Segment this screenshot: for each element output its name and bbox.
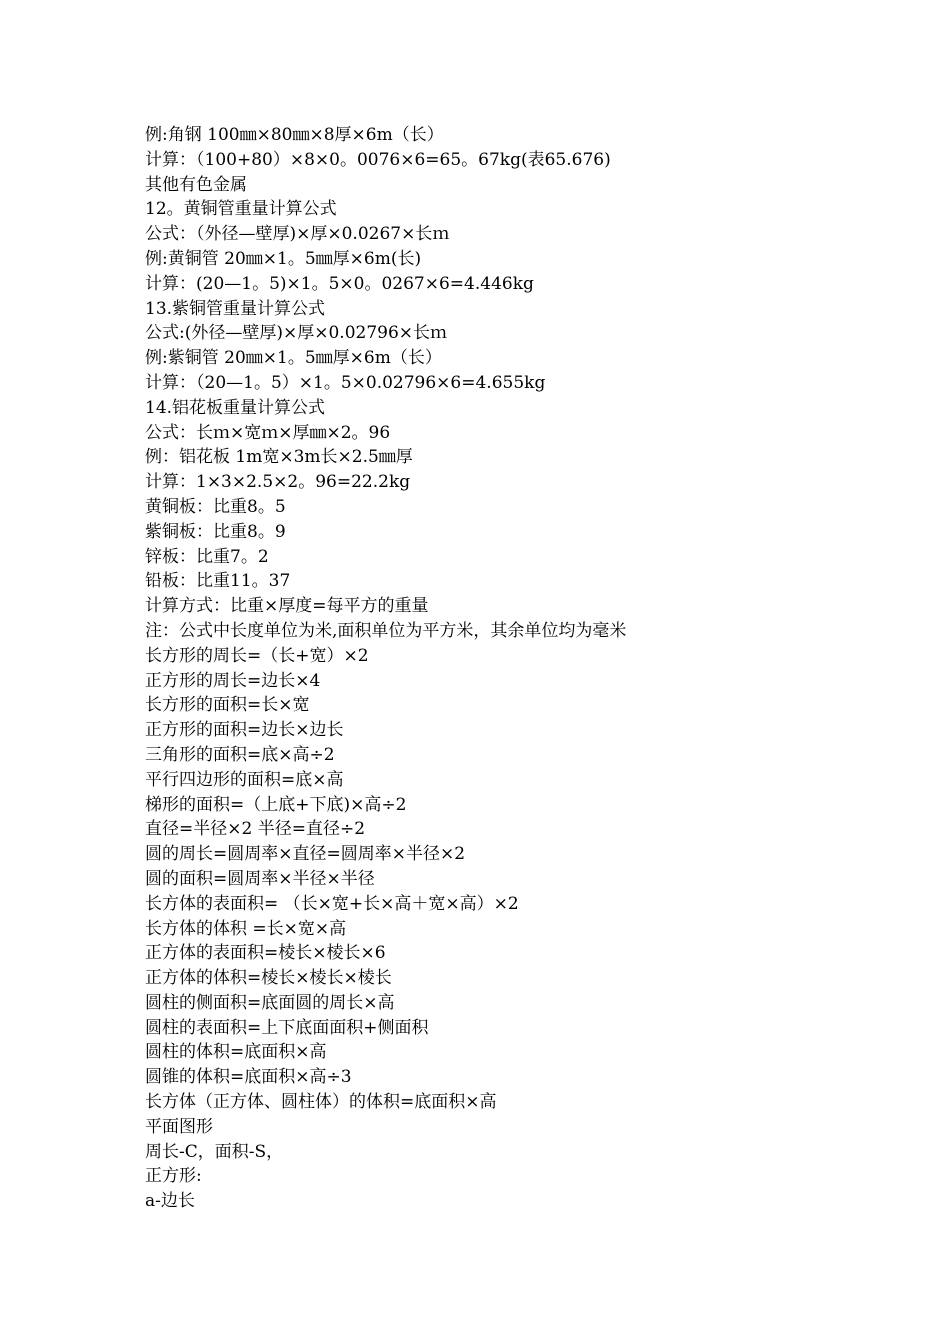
calculation-line: 计算方式：比重×厚度=每平方的重量	[145, 596, 429, 617]
document-body	[145, 123, 905, 1214]
calculation-line: 计算：（20—1。5）×1。5×0.02796×6=4.655kg	[145, 372, 546, 393]
formula-line: 直径=半径×2 半径=直径÷2	[145, 819, 366, 840]
text-line: a-边长	[145, 1191, 195, 1212]
section-heading: 平面图形	[145, 1116, 213, 1137]
formula-line: 正方体的体积=棱长×棱长×棱长	[145, 968, 392, 989]
formula-line: 长方体（正方体、圆柱体）的体积=底面积×高	[145, 1092, 497, 1113]
formula-line: 圆的面积=圆周率×半径×半径	[145, 868, 375, 889]
density-line: 黄铜板：比重8。5	[145, 496, 286, 517]
section-heading: 12。黄铜管重量计算公式	[145, 199, 337, 220]
example-line: 例:黄铜管 20㎜×1。5㎜厚×6m(长)	[145, 248, 422, 269]
calculation-line: 计算：(20—1。5)×1。5×0。0267×6=4.446kg	[145, 273, 534, 294]
formula-line: 平行四边形的面积=底×高	[145, 769, 344, 790]
example-line: 例：铝花板 1m宽×3m长×2.5㎜厚	[145, 447, 413, 468]
formula-line: 圆柱的体积=底面积×高	[145, 1042, 327, 1063]
section-heading: 其他有色金属	[145, 174, 247, 195]
text-line: 例:角钢 100㎜×80㎜×8厚×6m（长）	[145, 125, 444, 145]
formula-line: 公式:(外径—壁厚)×厚×0.02796×长ｍ	[145, 323, 448, 344]
formula-line: 公式：（外径—壁厚)×厚×0.0267×长ｍ	[145, 224, 450, 245]
section-heading: 13.紫铜管重量计算公式	[145, 298, 326, 319]
formula-line: 圆柱的侧面积=底面圆的周长×高	[145, 992, 395, 1013]
text-line: 计算：（100+80）×8×0。0076×6=65。67kg(表65.676)	[145, 149, 611, 170]
text-line: 正方形:	[145, 1166, 202, 1187]
formula-line: 正方体的表面积=棱长×棱长×6	[145, 943, 386, 964]
density-line: 铅板：比重11。37	[145, 571, 291, 592]
formula-line: 长方体的表面积= （长×宽+长×高＋宽×高）×2	[145, 893, 519, 914]
formula-line: 梯形的面积=（上底+下底)×高÷2	[145, 794, 407, 815]
formula-line: 正方形的面积=边长×边长	[145, 720, 344, 741]
text-line: 周长-C，面积-S，	[145, 1141, 284, 1162]
formula-line: 正方形的周长=边长×4	[145, 670, 321, 691]
formula-line: 长方形的周长=（长+宽）×2	[145, 645, 369, 666]
section-heading: 14.铝花板重量计算公式	[145, 397, 326, 418]
formula-line: 长方形的面积=长×宽	[145, 695, 310, 716]
note-line: 注：公式中长度单位为米,面积单位为平方米，其余单位均为毫米	[145, 620, 627, 641]
formula-line: 圆柱的表面积=上下底面面积+侧面积	[145, 1017, 429, 1038]
formula-line: 长方体的体积 =长×宽×高	[145, 918, 347, 939]
example-line: 例:紫铜管 20㎜×1。5㎜厚×6m（长）	[145, 348, 442, 369]
calculation-line: 计算：1×3×2.5×2。96=22.2kg	[145, 472, 411, 493]
formula-line: 圆的周长=圆周率×直径=圆周率×半径×2	[145, 844, 466, 865]
density-line: 紫铜板：比重8。9	[145, 521, 286, 542]
formula-line: 公式：长ｍ×宽ｍ×厚㎜×2。96	[145, 422, 391, 443]
formula-line: 圆锥的体积=底面积×高÷3	[145, 1067, 352, 1088]
density-line: 锌板：比重7。2	[145, 546, 269, 567]
formula-line: 三角形的面积=底×高÷2	[145, 744, 335, 765]
